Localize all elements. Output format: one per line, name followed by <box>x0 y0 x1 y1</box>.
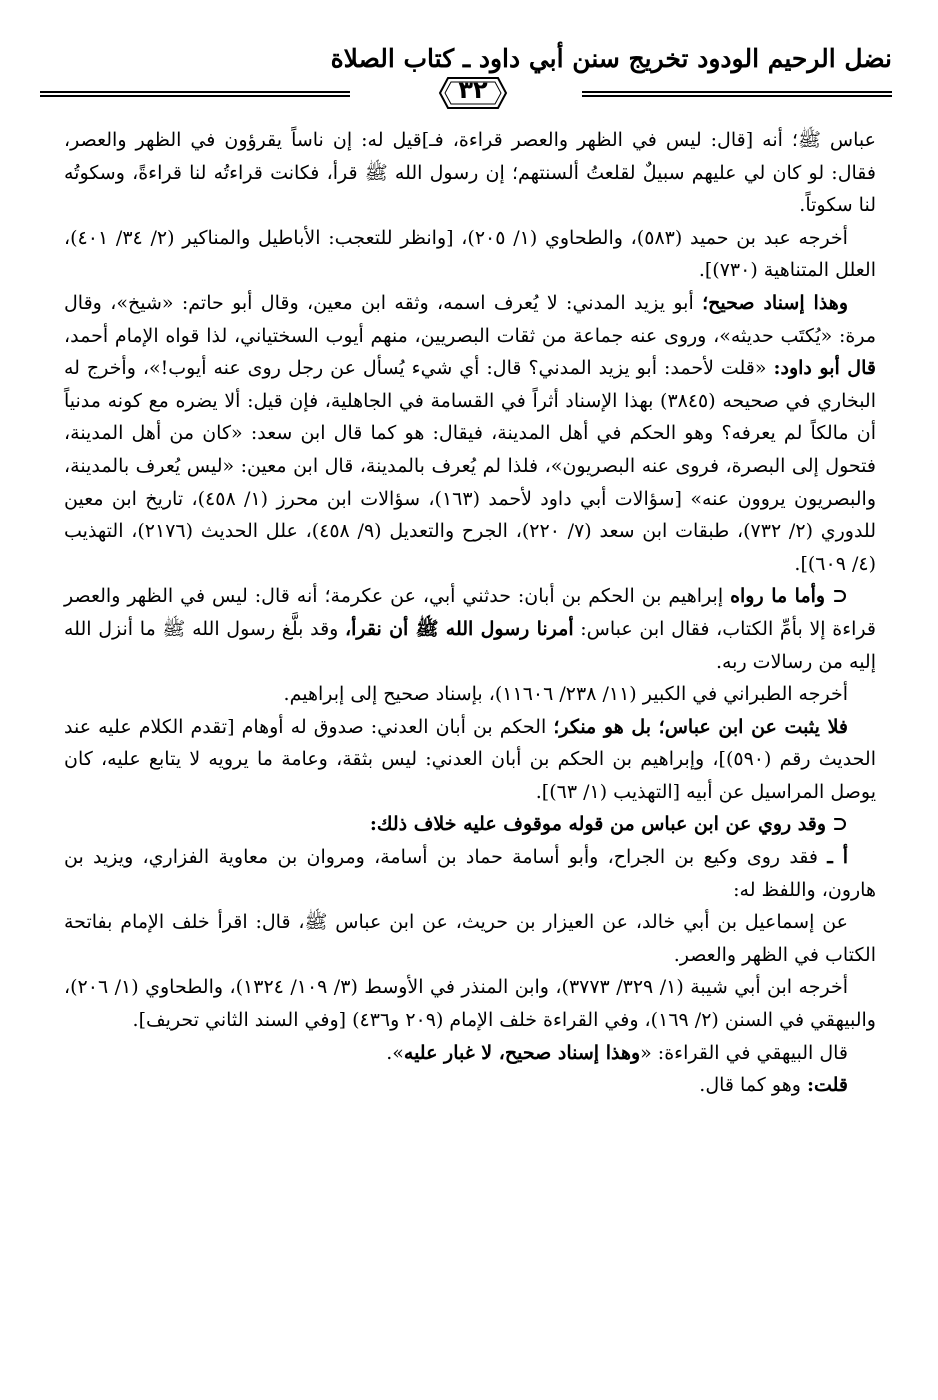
paragraph-3-lead: وهذا إسناد صحيح؛ <box>702 291 848 314</box>
paragraph-3-text-b: «قلت لأحمد: أبو يزيد المدني؟ قال: أي شيء يُسأل عن رجل روى عنه أيوب!»، وأخرج له البخاري في صحيحه (٣٨٤٥) بهذا الإسناد أثراً في القسامة في الجاهلية، فإن قيل: ألا يضره مع كونه مدنياً أن مالكاً لم يعرفه؟ وهو الحكم في أهل المدينة، فيقال: هو كما قال ابن سعد: «كان من أهل المدينة، فتحول إلى البصرة، فروى عنه البصريون»، فلذا لم يُعرف بالمدينة، قال ابن معين: «ليس يُعرف بالمدينة، والبصريون يروون عنه» [سؤالات أبي داود لأحمد (١٦٣)، سؤالات ابن محرز (١/ ٤٥٨)، تاريخ ابن معين للدوري (٢/ ٧٣٢)، طبقات ابن سعد (٧/ ٢٢٠)، الجرح والتعديل (٩/ ٤٥٨)، علل الحديث (٢١٧٦)، التهذيب (٤/ ٦٠٩)]. <box>64 357 877 575</box>
header-rule-left <box>40 91 350 97</box>
paragraph-2-text: أخرجه عبد بن حميد (٥٨٣)، والطحاوي (١/ ٢٠٥)، [وانظر للتعجب: الأباطيل والمناكير (٢/ ٣٤/ ٤٠١)، العلل المتناهية (٧٣٠)]. <box>64 226 876 282</box>
paragraph-8-label: أ ـ <box>827 846 849 869</box>
body-text <box>64 124 876 1102</box>
paragraph-8-text: فقد روى وكيع بن الجراح، وأبو أسامة حماد بن أسامة، ومروان بن معاوية الفزاري، ويزيد بن هارون، واللفظ له: <box>64 846 876 901</box>
paragraph-1-text: عباس ﷺ؛ أنه [قال: ليس في الظهر والعصر قراءة، فـ]قيل له: إن ناساً يقرؤون في الظهر والعصر، فقال: لو كان لي عليهم سبيلٌ لقلعتُ ألسنتهم؛ إن رسول الله ﷺ قرأ، فكانت قراءتُه لنا قراءةً، وسكوتُه لنا سكوتاً. <box>64 129 876 217</box>
section-marker: ⊂ <box>832 813 848 836</box>
paragraph-9 <box>64 906 876 971</box>
paragraph-12-text: وهو كما قال. <box>699 1074 807 1097</box>
paragraph-4-text-a: إبراهيم بن الحكم بن أبان: حدثني أبي، عن عكرمة؛ أنه قال: ليس في الظهر والعصر قراءة إلا بأمِّ الكتاب، فقال ابن عباس: <box>64 585 876 640</box>
paragraph-4 <box>64 580 876 678</box>
paragraph-7-heading: وقد روي عن ابن عباس من قوله موقوف عليه خلاف ذلك: <box>369 813 827 836</box>
paragraph-6-lead: فلا يثبت عن ابن عباس؛ بل هو منكر؛ <box>553 715 848 738</box>
paragraph-11 <box>64 1037 876 1070</box>
paragraph-5 <box>64 678 876 711</box>
paragraph-5-text: أخرجه الطبراني في الكبير (١١/ ٢٣٨/ ١١٦٠٦)، بإسناد صحيح إلى إبراهيم. <box>283 683 848 706</box>
paragraph-11-quote: وهذا إسناد صحيح، لا غبار عليه <box>403 1041 641 1064</box>
running-title: نضل الرحيم الودود تخريج سنن أبي داود ـ كتاب الصلاة <box>330 44 892 73</box>
header-rule-right <box>582 91 892 97</box>
paragraph-10 <box>64 971 876 1036</box>
paragraph-12-lead: قلت: <box>806 1074 848 1097</box>
paragraph-11-text-a: قال البيهقي في القراءة: « <box>640 1041 848 1064</box>
paragraph-3 <box>64 287 876 580</box>
paragraph-6-text: الحكم بن أبان العدني: صدوق له أوهام [تقدم الكلام عليه عند الحديث رقم (٥٩٠)]، وإبراهيم بن الحكم بن أبان العدني: ليس بثقة، وعامة ما يرويه لا يتابع عليه، كان يوصل المراسيل عن أبيه [التهذيب (١/ ٦٣)]. <box>64 715 876 803</box>
page-number: ٣٢ <box>458 76 488 104</box>
paragraph-12 <box>64 1069 876 1102</box>
paragraph-10-text: أخرجه ابن أبي شيبة (١/ ٣٢٩/ ٣٧٧٣)، وابن المنذر في الأوسط (٣/ ١٠٩/ ١٣٢٤)، والطحاوي (١/ ٢٠٦)، والبيهقي في السنن (٢/ ١٦٩)، وفي القراءة خلف الإمام (٢٠٩ و٤٣٦) [وفي السند الثاني تحريف]. <box>64 976 876 1032</box>
paragraph-9-text: عن إسماعيل بن أبي خالد، عن العيزار بن حريث، عن ابن عباس ﷺ، قال: اقرأ خلف الإمام بفاتحة الكتاب في الظهر والعصر. <box>64 911 876 966</box>
page-number-badge <box>438 74 508 112</box>
paragraph-8 <box>64 841 876 906</box>
paragraph-3-citation: قال أبو داود: <box>773 357 876 380</box>
paragraph-4-text-b: وقد بلَّغ رسول الله ﷺ ما أنزل الله إليه من رسالات ربه. <box>64 617 876 673</box>
paragraph-11-text-b: ». <box>386 1041 404 1064</box>
paragraph-4-lead: وأما ما رواه <box>730 585 826 608</box>
section-marker: ⊂ <box>832 585 848 608</box>
paragraph-2 <box>64 222 876 287</box>
paragraph-3-text-a: أبو يزيد المدني: لا يُعرف اسمه، وثقه ابن معين، وقال أبو حاتم: «شيخ»، وقال مرة: «يُكتَب حديثه»، وروى عنه جماعة من ثقات البصريين، منهم أيوب السختياني، لذا قواه الإمام أحمد، <box>64 291 876 347</box>
paragraph-4-quote: أمرنا رسول الله ﷺ أن نقرأ، <box>345 617 574 640</box>
paragraph-1 <box>64 124 876 222</box>
page-header <box>40 44 892 114</box>
paragraph-7 <box>64 808 876 841</box>
paragraph-6 <box>64 711 876 809</box>
